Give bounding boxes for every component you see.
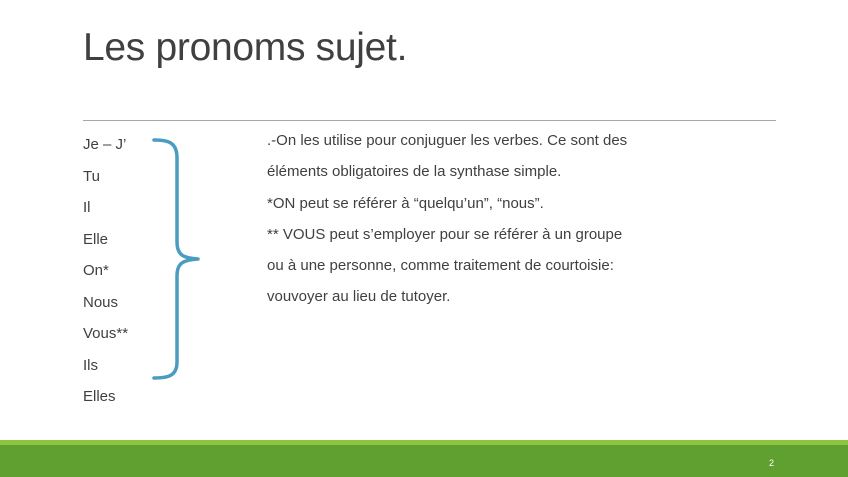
- right-curly-brace-icon: [150, 136, 210, 384]
- pronoun-nous: Nous: [83, 293, 119, 311]
- page-number: 2: [768, 458, 774, 468]
- explanation-line: *ON peut se référer à “quelqu’un”, “nous”.: [267, 194, 544, 212]
- pronoun-on: On*: [83, 262, 109, 279]
- pronoun-elle: Elle: [83, 230, 109, 248]
- footer-bar: [0, 445, 848, 477]
- pronoun-ils: Ils: [83, 356, 98, 374]
- pronoun-vous: Vous**: [83, 325, 129, 342]
- title-divider: [83, 120, 776, 121]
- explanation-text: [267, 125, 687, 313]
- explanation-line: ** VOUS peut s’employer pour se référer à un groupe: [267, 225, 623, 243]
- pronoun-list: [83, 129, 128, 413]
- explanation-line: éléments obligatoires de la synthase simple.: [267, 163, 562, 181]
- pronoun-elles: Elles: [83, 388, 116, 405]
- pronoun-tu: Tu: [83, 167, 100, 185]
- slide-title: Les pronoms sujet.: [83, 26, 408, 69]
- pronoun-il: Il: [83, 199, 91, 216]
- explanation-line: vouvoyer au lieu de tutoyer.: [267, 288, 451, 306]
- brace-path: [154, 140, 198, 378]
- explanation-line: .-On les utilise pour conjuguer les verbes. Ce sont des: [267, 132, 628, 149]
- pronoun-je: Je – J’: [83, 136, 127, 153]
- explanation-line: ou à une personne, comme traitement de courtoisie:: [267, 257, 614, 275]
